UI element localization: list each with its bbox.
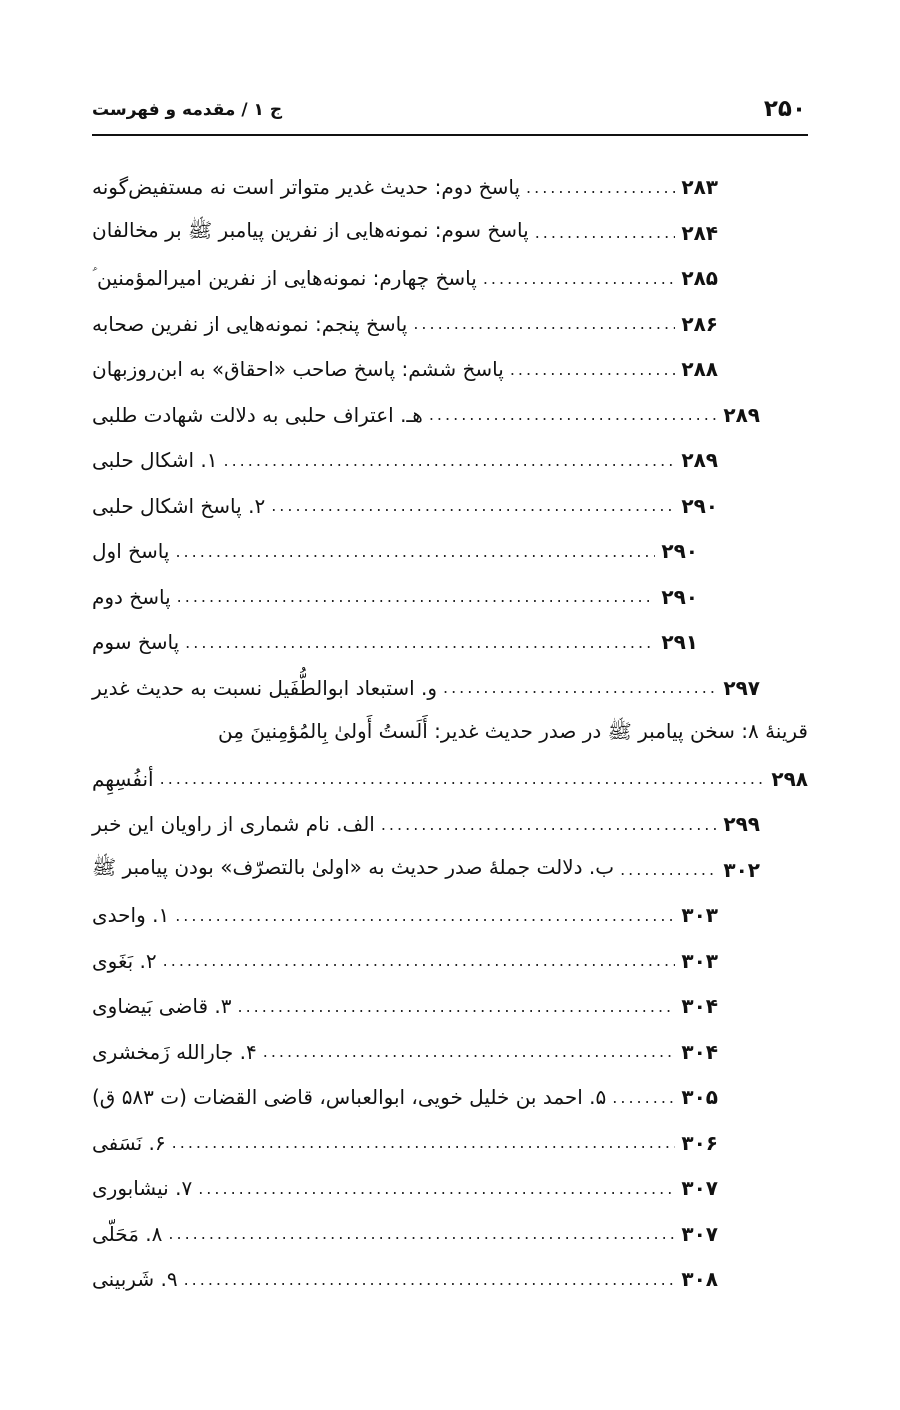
toc-entry-page-number: ۲۸۹ [681,448,718,472]
page-number: ۲۵۰ [763,96,806,122]
toc-entry [92,1120,718,1166]
toc-entry-title: پاسخ دوم: حدیث غدیر متواتر است نه مستفیض‌گونه [92,175,521,199]
toc-entry-page-number: ۲۸۵ [681,266,718,290]
toc-entry [92,665,760,711]
running-title: ج ۱ / مقدمه و فهرست [92,100,283,120]
leader-dots [429,405,718,424]
leader-dots [483,269,676,288]
toc-entry-title: ب. دلالت جملهٔ صدر حدیث به «اولیٰ بالتصرّف» بودن پیامبر ﷺ [92,855,615,879]
toc-entry [92,164,718,210]
toc-entry [92,619,698,665]
toc-entry [92,1165,718,1211]
toc-entry-page-number: ۳۰۸ [681,1267,718,1291]
leader-dots [163,951,676,970]
toc-entry-page-number: ۳۰۷ [681,1221,718,1246]
toc-entry-page-number: ۲۸۹ [723,402,760,427]
toc-entry-title: ۳. قاضی بَیضاوی [92,994,232,1018]
toc-entry [92,255,718,301]
toc-entry-title: ۹. شَربینی [92,1267,178,1291]
toc-entry-page-number: ۳۰۷ [681,1176,718,1200]
toc-entry-page-number: ۲۹۰ [661,539,698,563]
toc-entry [92,983,718,1029]
toc-entry-title: ۸. مَحَلّی [92,1221,163,1246]
leader-dots [535,223,676,242]
toc-entry-title: ۱. اشکال حلبی [92,448,218,472]
toc-entry-page-number: ۲۸۶ [681,311,718,336]
leader-dots [413,314,675,333]
leader-dots [510,360,676,379]
toc-entry-page-number: ۲۹۱ [661,630,698,654]
toc-entry-page-number: ۲۹۸ [771,766,808,791]
leader-dots [271,496,675,515]
leader-dots [612,1088,675,1107]
leader-dots [263,1042,676,1061]
toc-entry-title: پاسخ ششم: پاسخ صاحب «احقاق» به ابن‌روزبهان [92,357,504,381]
toc-entry [92,1074,718,1120]
leader-dots [237,997,675,1016]
leader-dots [185,633,655,652]
toc-entry-page-number: ۳۰۴ [681,994,718,1018]
leader-dots [177,587,656,606]
leader-dots [172,1133,676,1152]
toc-entry [92,801,760,847]
leader-dots [184,1270,676,1289]
toc-entry-title: و. استبعاد ابوالطُّفَیل نسبت به حدیث غدیر [92,675,437,700]
leader-dots [175,906,675,925]
toc-entry-title: پاسخ سوم: نمونه‌هایی از نفرین پیامبر ﷺ بر مخالفان [92,218,529,242]
toc-entry-title: پاسخ اول [92,539,170,563]
toc-entry [92,210,718,256]
toc-entry [92,892,718,938]
leader-dots [526,178,675,197]
leader-dots [224,451,676,470]
toc-entry-title: أنفُسِهِم [92,766,154,791]
toc-entry-page-number: ۳۰۵ [681,1085,718,1109]
toc-entry-page-number: ۲۹۰ [661,584,698,609]
toc-entry-page-number: ۲۹۰ [681,493,718,518]
toc-entry-page-number: ۳۰۳ [681,948,718,973]
toc-entry-page-number: ۲۹۹ [723,812,760,836]
toc-entry-page-number: ۲۸۳ [681,175,718,199]
toc-entry-title: ۷. نیشابوری [92,1176,193,1200]
toc-entry-title: ۵. احمد بن خلیل خویی، ابوالعباس، قاضی القضات (ت ۵۸۳ ق) [92,1085,607,1109]
toc-entry [92,574,698,620]
toc-entry-title: ۴. جارالله زَمخشری [92,1039,257,1064]
toc-entry-title: ۲. بَغَوی [92,948,157,973]
toc-entry-page-number: ۲۸۴ [681,220,718,245]
toc-entry-title: ۶. نَسَفی [92,1130,166,1155]
toc-entry [92,301,718,347]
toc-entry-page-number: ۲۹۷ [723,675,760,700]
toc-entry-page-number: ۳۰۶ [681,1130,718,1155]
toc-entry [92,847,760,893]
toc-entry [92,346,718,392]
leader-dots [168,1224,675,1243]
leader-dots [160,769,766,788]
toc-entry-title: الف. نام شماری از راویان این خبر [92,812,375,836]
leader-dots [381,815,718,834]
toc-entry-page-number: ۳۰۳ [681,903,718,927]
leader-dots [443,678,717,697]
toc-entry [92,437,718,483]
toc-entry-wrapped-line: قرینهٔ ۸: سخن پیامبر ﷺ در صدر حدیث غدیر: أَلَستُ أَولیٰ بِالمُؤمِنینَ مِن [217,718,808,743]
toc-entry [92,1256,718,1302]
toc-entry-page-number: ۳۰۴ [681,1039,718,1064]
toc-entry [92,938,718,984]
toc-entry-title: هـ. اعتراف حلبی به دلالت شهادت طلبی [92,402,423,427]
toc-entry-title: پاسخ پنجم: نمونه‌هایی از نفرین صحابه [92,311,408,336]
toc-entry-title: ۱. واحدی [92,903,170,927]
toc-entry-title: پاسخ چهارم: نمونه‌هایی از نفرین امیرالمؤمنین ؑ [92,266,477,290]
toc-entry [92,483,718,529]
toc-entry [92,392,760,438]
toc-entry-page-number: ۲۸۸ [681,357,718,381]
page-header [92,94,808,136]
toc-entry [92,756,808,802]
leader-dots [175,542,655,561]
toc-entry-title: پاسخ دوم [92,584,171,609]
leader-dots [198,1179,675,1198]
toc-entry-page-number: ۳۰۲ [723,857,760,882]
toc-entry-title: پاسخ سوم [92,630,180,654]
toc-entry-title: ۲. پاسخ اشکال حلبی [92,493,266,518]
toc-entry [92,1029,718,1075]
leader-dots [620,860,717,879]
toc-entry [92,1211,718,1257]
toc-entry [92,528,698,574]
